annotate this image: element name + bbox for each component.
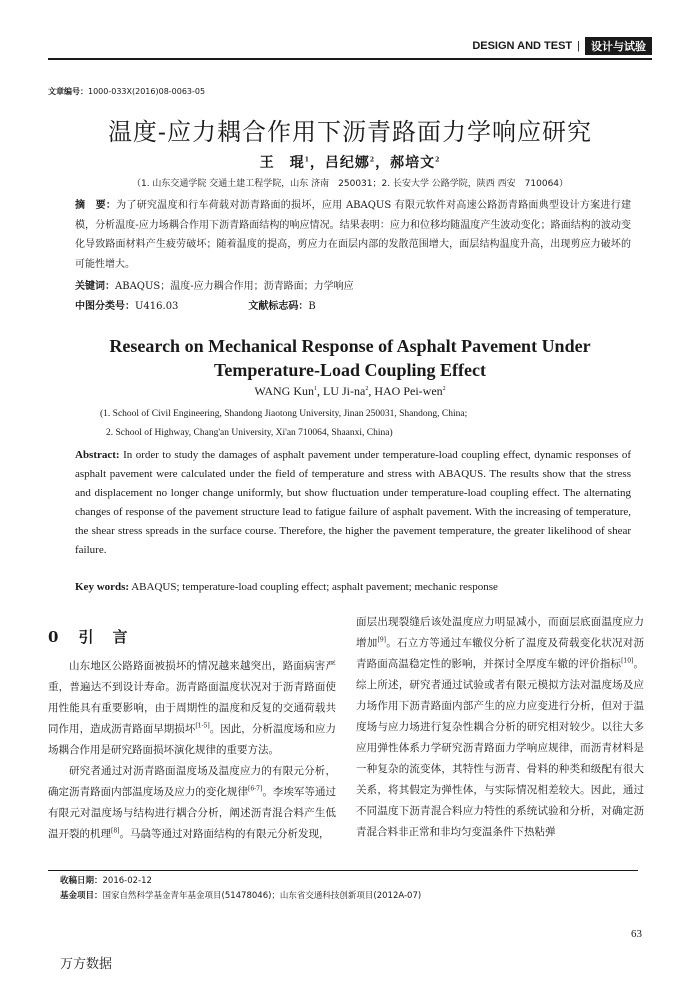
title-english	[90, 334, 610, 382]
title-en-line-2: Temperature-Load Coupling Effect	[214, 360, 486, 380]
article-number-value: 1000-033X(2016)08-0063-05	[88, 87, 206, 96]
title-chinese: 温度-应力耦合作用下沥青路面力学响应研究	[107, 118, 593, 146]
keywords-en-label: Key words:	[75, 581, 130, 593]
journal-name: DESIGN AND TEST	[472, 40, 573, 52]
keywords-english	[75, 581, 498, 593]
paragraph	[48, 656, 336, 761]
author-3-en-sup: 2	[442, 386, 446, 392]
database-watermark: 万方数据	[60, 957, 113, 972]
section-number: 0	[48, 628, 61, 646]
author-sep-2-en: ,	[368, 384, 375, 398]
author-2-cn-sup: 2	[369, 156, 376, 164]
paragraph-text: 。李埃军等通过有限元对温度场与结构进行耦合分析，阐述沥青混合料产生低温开裂的机理	[48, 786, 337, 840]
affiliation-english	[100, 405, 600, 443]
paragraph	[48, 761, 336, 845]
abstract-english	[75, 446, 631, 560]
author-1-cn: 王 琨	[259, 155, 305, 171]
paragraph-text: 。马骉等通过对路面结构的有限元分析发现，	[119, 828, 330, 840]
citation: [8]	[111, 827, 120, 835]
keywords-cn-text: ABAQUS；温度-应力耦合作用；沥青路面；力学响应	[115, 281, 354, 292]
paragraph-text: 。因此，分析温度场和应力场耦合作用是研究路面损坏演化规律的重要方法。	[48, 723, 337, 756]
footnote-divider	[48, 870, 638, 871]
author-2-cn: 吕纪娜	[324, 155, 370, 171]
fund-info	[60, 889, 421, 904]
author-sep-2-cn: ，	[375, 155, 391, 171]
paragraph-text: 。综上所述，研究者通过试验或者有限元模拟方法对温度场及应力场作用下沥青路面内部产生的应力应变进行分析，但对于温度场与应力场进行复杂性耦合分析的研究相对较少。以往大多应用弹性体系力学研究沥青路面力学响应规律，而沥青材料是一种复杂的流变体，其特性与沥青、骨料的种类和级配有很大关系，将其假定为弹性体，与实际情况相差较大。因此，通过不同温度下沥青混合料应力特性的系统试验和分析，对确定沥青混合料非正常和非均匀变温条件下热粘弹	[356, 658, 645, 838]
citation: [9]	[377, 636, 386, 644]
received-label: 收稿日期：	[60, 876, 103, 886]
section-heading-introduction	[48, 626, 129, 647]
abstract-en-text: In order to study the damages of asphalt pavement under temperature-load coupling effect, dynamic responses of asphalt pavement were calculated under the field of temperature and stress with ABAQUS. The results show that the stress and displacement no longer change uniformly, but show fluctuation under temperature-load coupling effect. The alternating changes of response of the pavement structure lead to fatigue failure of asphalt pavement. With the increasing of temperature, the shear stress spreads in the surface course. Therefore, the higher the pavement temperature, the greater likelihood of shear failure.	[75, 449, 631, 556]
paragraph-text: 研究者通过对沥青路面温度场及温度应力的有限元分析，确定沥青路面内部温度场及应力的变化规律	[48, 765, 336, 798]
author-sep-1-en: ,	[317, 384, 323, 398]
header-separator: |	[577, 40, 580, 52]
body-column-left	[48, 656, 336, 845]
keywords-cn-label: 关键词：	[75, 281, 115, 292]
section-title: 引 言	[78, 628, 130, 646]
doc-code-label: 文献标志码：	[248, 301, 309, 312]
paragraph-text: 。石立方等通过车辙仪分析了温度及荷载变化状况对沥青路面高温稳定性的影响，并探讨全厚度车辙的评价指标	[356, 637, 644, 670]
affiliation-en-line-1: (1. School of Civil Engineering, Shandong Jiaotong University, Jinan 250031, Shandong, China;	[100, 409, 468, 419]
affiliation-chinese: （1. 山东交通学院 交通土建工程学院，山东 济南 250031；2. 长安大学 公路学院，陕西 西安 710064）	[131, 179, 569, 189]
author-sep-1-cn: ，	[309, 155, 325, 171]
affiliation-en-line-2: 2. School of Highway, Chang'an University, Xi'an 710064, Shaanxi, China)	[106, 428, 393, 438]
body-column-right	[356, 612, 644, 843]
fund-label: 基金项目：	[60, 891, 103, 901]
abstract-cn-label: 摘 要：	[75, 200, 117, 211]
article-number	[48, 86, 205, 97]
journal-section-label	[472, 37, 652, 55]
title-en-line-1: Research on Mechanical Response of Asphalt Pavement Under	[109, 336, 591, 356]
running-header	[48, 36, 652, 60]
footnote	[60, 874, 421, 904]
citation: [10]	[621, 657, 634, 665]
author-1-cn-sup: 1	[304, 156, 310, 164]
received-date	[60, 874, 421, 889]
keywords-en-text: ABAQUS; temperature-load coupling effect; asphalt pavement; mechanic response	[129, 581, 498, 593]
author-1-en-sup: 1	[314, 386, 317, 392]
citation: [6-7]	[247, 785, 263, 793]
author-3-cn-sup: 2	[435, 156, 441, 164]
author-1-en: WANG Kun	[254, 384, 314, 398]
authors-chinese	[0, 152, 700, 172]
citation: [1-5]	[195, 722, 210, 730]
author-3-en: HAO Pei-wen	[374, 384, 443, 398]
fund-value: 国家自然科学基金青年基金项目(51478046)；山东省交通科技创新项目(2012A-07)	[102, 891, 422, 901]
received-value: 2016-02-12	[102, 876, 152, 886]
paragraph-text: 山东地区公路路面被损坏的情况越来越突出，路面病害严重，普遍达不到设计寿命。沥青路面温度状况对于沥青路面使用性能具有重要影响，由于周期性的温度和反复的交通荷载共同作用，造成沥青路面早期损坏	[48, 660, 336, 735]
classification-line	[75, 297, 316, 312]
authors-english	[0, 384, 700, 399]
author-2-en-sup: 2	[365, 386, 369, 392]
abstract-en-label: Abstract:	[75, 449, 120, 461]
abstract-cn-text: 为了研究温度和行车荷载对沥青路面的损坏，应用 ABAQUS 有限元软件对高速公路沥青路面典型设计方案进行建模，分析温度-应力场耦合作用下沥青路面结构的响应情况。结果表明：应力和位移均随温度产生波动变化；路面结构的波动变化导致路面材料产生疲劳破坏；随着温度的提高，剪应力在面层内部的发散范围增大，面层结构温度升高，出现剪应力破坏的可能性增大。	[75, 200, 631, 270]
abstract-chinese	[75, 196, 631, 274]
paragraph-text: 面层出现裂缝后该处温度应力明显减小，而面层底面温度应力增加	[356, 616, 644, 649]
article-number-label: 文章编号：	[48, 87, 88, 96]
doc-code-value: B	[308, 301, 316, 312]
author-3-cn: 郝培文	[390, 155, 436, 171]
author-2-en: LU Ji-na	[323, 384, 366, 398]
keywords-chinese	[75, 277, 354, 292]
column-tag: 设计与试验	[585, 37, 652, 55]
clc-label: 中图分类号：	[75, 301, 135, 312]
paragraph	[356, 612, 644, 843]
clc-value: U416.03	[135, 301, 179, 312]
page-number: 63	[631, 928, 642, 940]
